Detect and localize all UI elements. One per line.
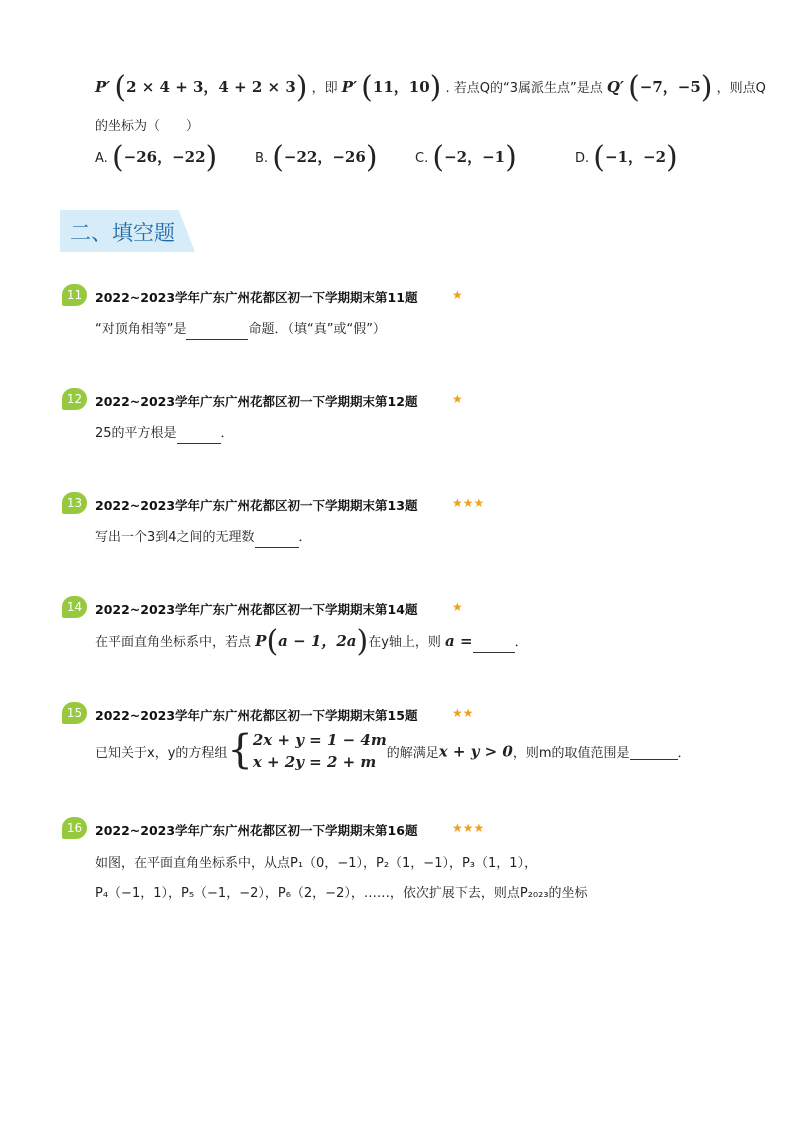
q10-p-prime-value: 11，10: [372, 78, 430, 96]
q10-p-prime-expr: 2 × 4 + 3，4 + 2 × 3: [126, 78, 296, 96]
q10-point-p-prime: P′: [95, 78, 111, 96]
q10-line2: 的坐标为（ ）: [95, 119, 200, 134]
q10-option-a[interactable]: A. (−26，−22): [95, 140, 218, 175]
question-source: 2022~2023学年广东广州花都区初一下学期期末第11题: [95, 290, 418, 305]
question-source: 2022~2023学年广东广州花都区初一下学期期末第15题: [95, 708, 418, 723]
difficulty-stars: ★: [452, 288, 463, 302]
difficulty-stars: ★: [452, 392, 463, 406]
q10-text-3: ，则点Q: [716, 81, 766, 96]
question-text: 在平面直角坐标系中，若点 P(a − 1，2a)在y轴上，则 a = ．: [95, 624, 528, 659]
q10-text: ，即: [311, 81, 338, 96]
question-text: “对顶角相等”是 命题．（填“真”或“假”）: [95, 318, 386, 340]
question-source: 2022~2023学年广东广州花都区初一下学期期末第16题: [95, 823, 418, 838]
answer-blank[interactable]: [186, 324, 248, 340]
q10-q-prime-value: −7，−5: [639, 78, 701, 96]
q10-point-q-prime: Q′: [606, 78, 624, 96]
q10-point-p-prime-2: P′: [341, 78, 358, 96]
question-source: 2022~2023学年广东广州花都区初一下学期期末第14题: [95, 602, 418, 617]
question-number-badge: 13: [62, 492, 87, 514]
equation-system: 2x + y = 1 − 4m x + 2y = 2 + m: [252, 730, 387, 771]
q10-option-b[interactable]: B. (−22，−26): [255, 140, 378, 175]
question-number-badge: 16: [62, 817, 87, 839]
q10-option-d[interactable]: D. (−1，−2): [575, 140, 678, 175]
difficulty-stars: ★★: [452, 706, 474, 720]
question-number-badge: 15: [62, 702, 87, 724]
question-text-line1: 如图，在平面直角坐标系中，从点P₁（0，−1），P₂（1，−1），P₃（1，1），: [95, 856, 538, 871]
answer-blank[interactable]: [177, 428, 221, 444]
question-text: 已知关于x，y的方程组{2x + y = 1 − 4m x + 2y = 2 + m 的解满足x + y > 0，则m的取值范围是 ．: [95, 727, 691, 773]
answer-blank[interactable]: [255, 532, 299, 548]
difficulty-stars: ★: [452, 600, 463, 614]
question-text-line2: P₄（−1，1），P₅（−1，−2），P₆（2，−2），……，依次扩展下去，则点P₂₀₂₃的坐标: [95, 886, 588, 901]
difficulty-stars: ★★★: [452, 821, 485, 835]
question-text: 25的平方根是 ．: [95, 422, 234, 444]
answer-blank[interactable]: [630, 744, 678, 760]
question-text: 写出一个3到4之间的无理数 ．: [95, 526, 312, 548]
question-number-badge: 14: [62, 596, 87, 618]
question-number-badge: 12: [62, 388, 87, 410]
question-source: 2022~2023学年广东广州花都区初一下学期期末第12题: [95, 394, 418, 409]
section-title: 二、填空题: [70, 221, 175, 245]
q10-line1: P′ (2 × 4 + 3，4 + 2 × 3) ，即 P′ (11，10) . 若点Q的“3属派生点”是点 Q′ (−7，−5) ，则点Q: [95, 70, 766, 105]
question-number-badge: 11: [62, 284, 87, 306]
difficulty-stars: ★★★: [452, 496, 485, 510]
question-source: 2022~2023学年广东广州花都区初一下学期期末第13题: [95, 498, 418, 513]
q10-option-c[interactable]: C. (−2，−1): [415, 140, 517, 175]
q10-text-2: . 若点Q的“3属派生点”是点: [445, 81, 603, 96]
answer-blank[interactable]: [473, 637, 515, 653]
